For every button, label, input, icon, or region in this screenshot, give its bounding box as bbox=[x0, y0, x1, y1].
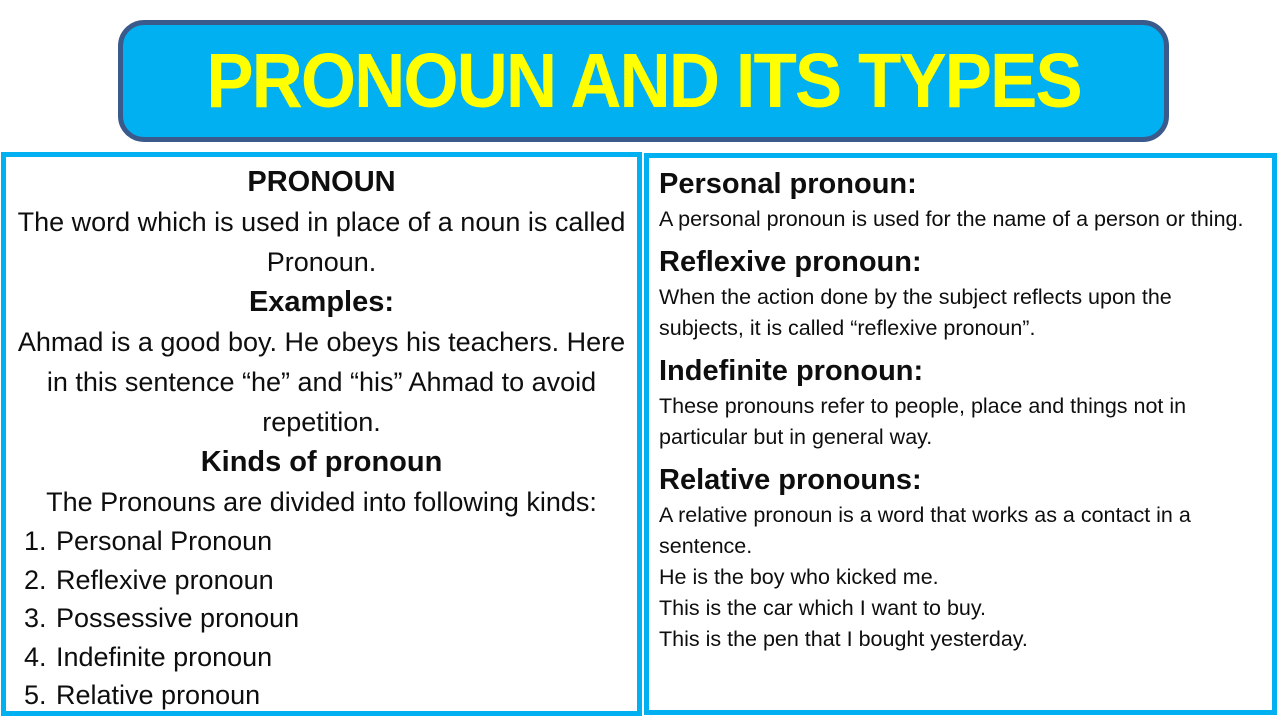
pronoun-type-text: This is the pen that I bought yesterday. bbox=[659, 627, 1028, 651]
examples-text: Ahmad is a good boy. He obeys his teachers. Here in this sentence “he” and “his” Ahmad to avoid repetition. bbox=[17, 327, 626, 437]
pronoun-type-text: He is the boy who kicked me. bbox=[659, 565, 939, 589]
page-title: PRONOUN AND ITS TYPES bbox=[206, 38, 1081, 124]
pronoun-definition-panel bbox=[1, 152, 642, 716]
pronoun-type-heading: Indefinite pronoun: bbox=[659, 355, 924, 387]
pronoun-type-text: These pronouns refer to people, place and things not in particular but in general way. bbox=[659, 394, 1187, 449]
kinds-list-item-number: 5. bbox=[24, 680, 47, 710]
kinds-list bbox=[12, 522, 631, 715]
kinds-list-item-label: Relative pronoun bbox=[56, 680, 261, 710]
pronoun-type-text: When the action done by the subject reflects upon the subjects, it is called “reflexive pronoun”. bbox=[659, 285, 1172, 340]
kinds-intro-text: The Pronouns are divided into following kinds: bbox=[46, 487, 597, 517]
pronoun-types-panel bbox=[644, 153, 1277, 715]
kinds-list-item bbox=[12, 522, 631, 561]
pronoun-type-text: A personal pronoun is used for the name of a person or thing. bbox=[659, 207, 1244, 231]
pronoun-type-section bbox=[659, 164, 1260, 235]
pronoun-type-section bbox=[659, 242, 1260, 344]
kinds-list-item bbox=[12, 676, 631, 715]
pronoun-type-text: A relative pronoun is a word that works as a contact in a sentence. bbox=[659, 503, 1191, 558]
kinds-list-item-label: Personal Pronoun bbox=[56, 526, 273, 556]
title-banner bbox=[118, 20, 1169, 142]
kinds-list-item-number: 2. bbox=[24, 564, 47, 595]
pronoun-heading: PRONOUN bbox=[247, 166, 396, 198]
kinds-list-item-label: Possessive pronoun bbox=[56, 603, 300, 633]
pronoun-definition-text: The word which is used in place of a noun is called Pronoun. bbox=[17, 207, 626, 277]
pronoun-type-heading: Reflexive pronoun: bbox=[659, 246, 922, 278]
kinds-list-item-number: 1. bbox=[24, 526, 47, 556]
pronoun-type-text: This is the car which I want to buy. bbox=[659, 596, 987, 620]
kinds-list-item-number: 3. bbox=[24, 603, 47, 633]
kinds-list-item-label: Reflexive pronoun bbox=[56, 564, 274, 595]
pronoun-type-heading: Personal pronoun: bbox=[659, 168, 917, 200]
examples-heading: Examples: bbox=[248, 286, 395, 318]
kinds-list-item bbox=[12, 599, 631, 638]
kinds-list-item-number: 4. bbox=[24, 641, 47, 672]
pronoun-type-section bbox=[659, 351, 1260, 453]
kinds-heading: Kinds of pronoun bbox=[200, 446, 443, 478]
pronoun-type-heading: Relative pronouns: bbox=[659, 464, 922, 496]
kinds-list-item bbox=[12, 561, 631, 600]
kinds-list-item-label: Indefinite pronoun bbox=[56, 641, 273, 672]
pronoun-type-section bbox=[659, 460, 1260, 655]
kinds-list-item bbox=[12, 638, 631, 677]
